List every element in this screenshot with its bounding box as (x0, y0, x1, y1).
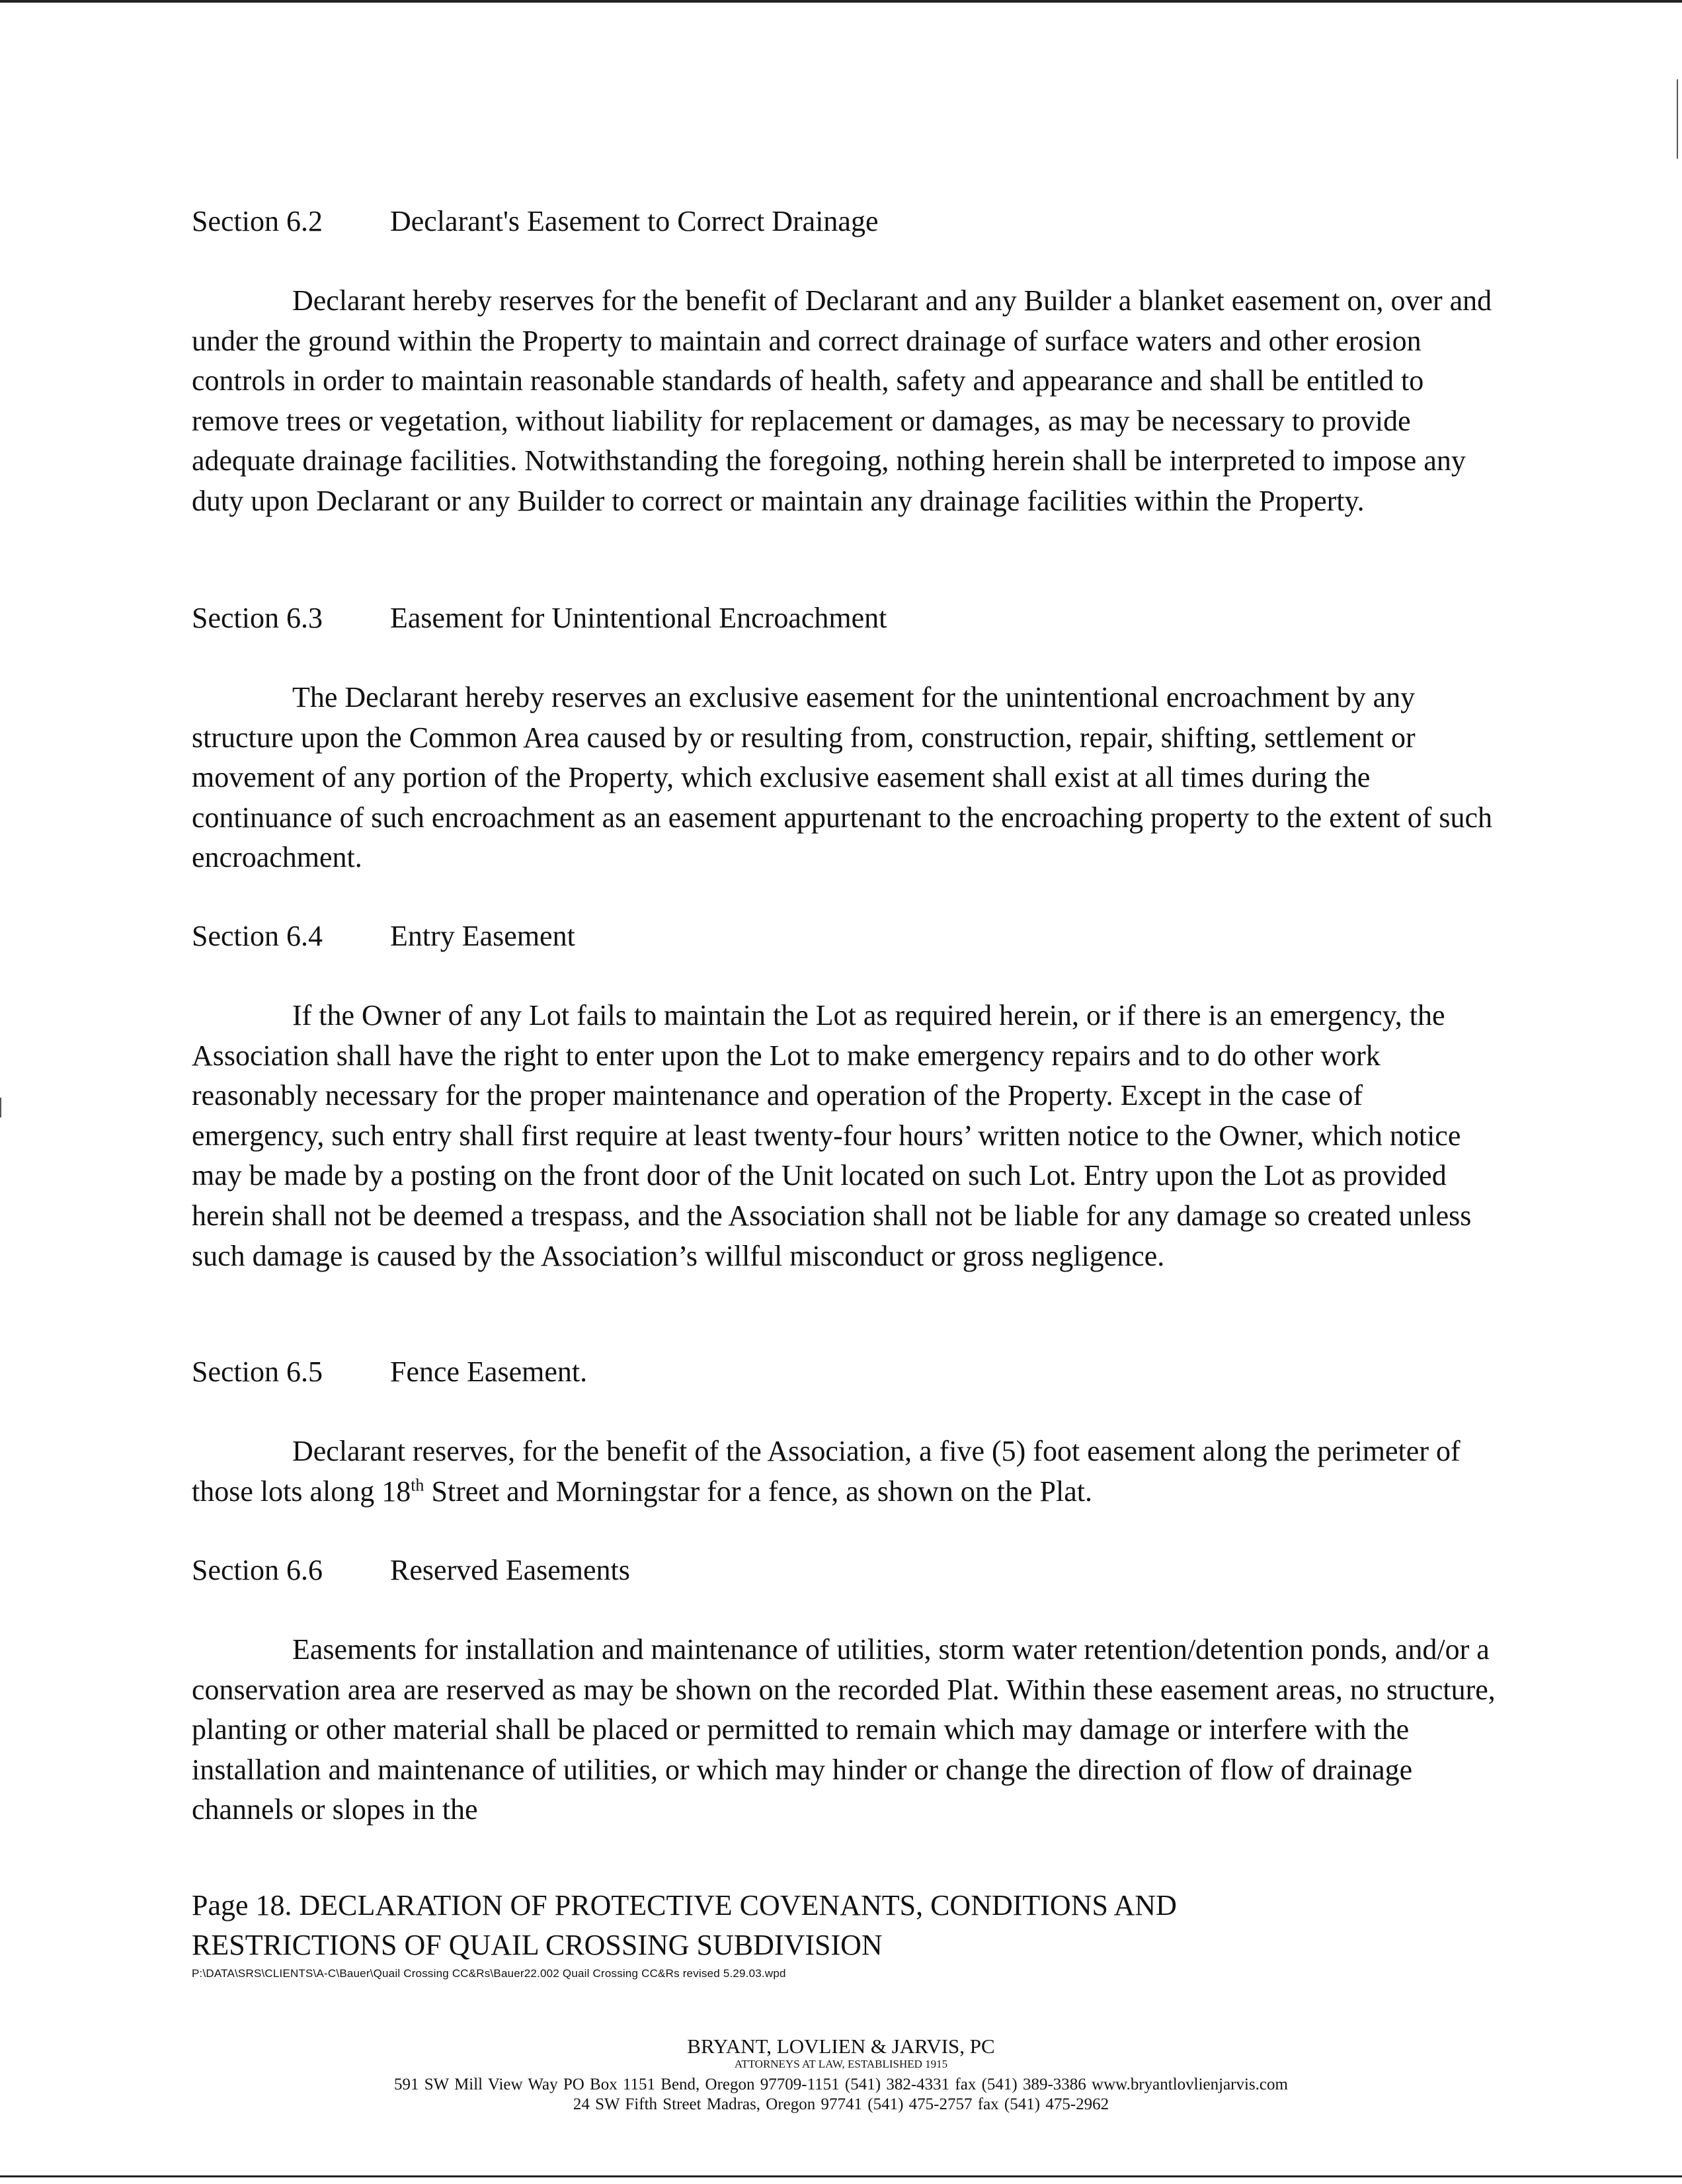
firm-letterhead (0, 2035, 1682, 2115)
section-title: Easement for Unintentional Encroachment (390, 602, 887, 634)
section-title: Declarant's Easement to Correct Drainage (390, 205, 879, 237)
section-6-4 (192, 916, 1501, 1276)
section-body (192, 1432, 1501, 1512)
section-heading (192, 202, 1501, 241)
section-6-3 (192, 598, 1501, 878)
section-body: Declarant hereby reserves for the benefit of Declarant and any Builder a blanket easement on, over and under the ground within the Property to maintain and correct drainage of surface waters and other erosion controls in order to maintain reasonable standards of health, safety and appearance and shall be entitled to remove trees or vegetation, without liability for replacement or damages, as may be necessary to provide adequate drainage facilities. Notwithstanding the foregoing, nothing herein shall be interpreted to impose any duty upon Declarant or any Builder to correct or maintain any drainage facilities within the Property. (192, 284, 1492, 517)
section-6-5 (192, 1352, 1501, 1512)
section-body: The Declarant hereby reserves an exclusive easement for the unintentional encroachment by any structure upon the Common Area caused by or resulting from, construction, repair, shifting, settlement or movement of any portion of the Property, which exclusive easement shall exist at all times during the continuance of such encroachment as an easement appurtenant to the encroaching property to the extent of such encroachment. (192, 681, 1493, 874)
bottom-scan-border (0, 2175, 1682, 2177)
firm-established: ATTORNEYS AT LAW, ESTABLISHED 1915 (734, 2058, 948, 2070)
section-number: Section 6.2 (192, 205, 323, 237)
section-number: Section 6.3 (192, 602, 323, 634)
footer-title-line-1: Page 18. DECLARATION OF PROTECTIVE COVENANTS, CONDITIONS AND (192, 1889, 1177, 1921)
section-heading (192, 916, 1501, 956)
section-heading (192, 1352, 1501, 1392)
body-text-start: Declarant reserves, for the benefit of the Association, a five (5) foot easement along the perimeter of those lots along 18 (192, 1435, 1461, 1508)
section-heading (192, 598, 1501, 638)
section-number: Section 6.5 (192, 1355, 323, 1388)
body-text-end: Street and Morningstar for a fence, as shown on the Plat. (424, 1475, 1092, 1508)
section-body: Easements for installation and maintenance of utilities, storm water retention/detention ponds, and/or a conservation area are reserved as may be shown on the recorded Plat. Within these easement areas, no structure, planting or other material shall be placed or permitted to remain which may damage or interfere with the installation and maintenance of utilities, or which may hinder or change the direction of flow of drainage channels or slopes in the (192, 1633, 1496, 1826)
firm-address-madras: 24 SW Fifth Street Madras, Oregon 97741 (541) 475-2757 fax (541) 475-2962 (573, 2095, 1109, 2113)
section-6-6 (192, 1551, 1501, 1830)
right-scan-edge-mark (1677, 79, 1678, 159)
section-6-2 (192, 202, 1501, 522)
section-number: Section 6.4 (192, 920, 323, 952)
section-title: Reserved Easements (390, 1554, 630, 1586)
section-title: Entry Easement (390, 920, 575, 952)
section-number: Section 6.6 (192, 1554, 323, 1586)
footer-title-line-2: RESTRICTIONS OF QUAIL CROSSING SUBDIVISION (192, 1929, 883, 1961)
section-title: Fence Easement. (390, 1355, 588, 1388)
ordinal-superscript: th (411, 1475, 424, 1494)
footer-file-path: P:\DATA\SRS\CLIENTS\A-C\Bauer\Quail Crossing CC&Rs\Bauer22.002 Quail Crossing CC&Rs revised 5.29.03.wpd (192, 1967, 786, 1980)
section-body: If the Owner of any Lot fails to maintain the Lot as required herein, or if there is an emergency, the Association shall have the right to enter upon the Lot to make emergency repairs and to do other work reasonably necessary for the proper maintenance and operation of the Property. Except in the case of emergency, such entry shall first require at least twenty-four hours’ written notice to the Owner, which notice may be made by a posting on the front door of the Unit located on such Lot. Entry upon the Lot as provided herein shall not be deemed a trespass, and the Association shall not be liable for any damage so created unless such damage is caused by the Association’s willful misconduct or gross negligence. (192, 999, 1472, 1272)
left-scan-edge-mark (0, 1098, 1, 1117)
firm-address-bend: 591 SW Mill View Way PO Box 1151 Bend, Oregon 97709-1151 (541) 382-4331 fax (541) 389-3386 www.bryantlovlienjarvis.com (394, 2076, 1288, 2093)
page-footer (192, 1886, 1514, 1981)
section-heading (192, 1551, 1501, 1590)
firm-name: BRYANT, LOVLIEN & JARVIS, PC (687, 2035, 995, 2058)
top-scan-border (0, 0, 1682, 3)
